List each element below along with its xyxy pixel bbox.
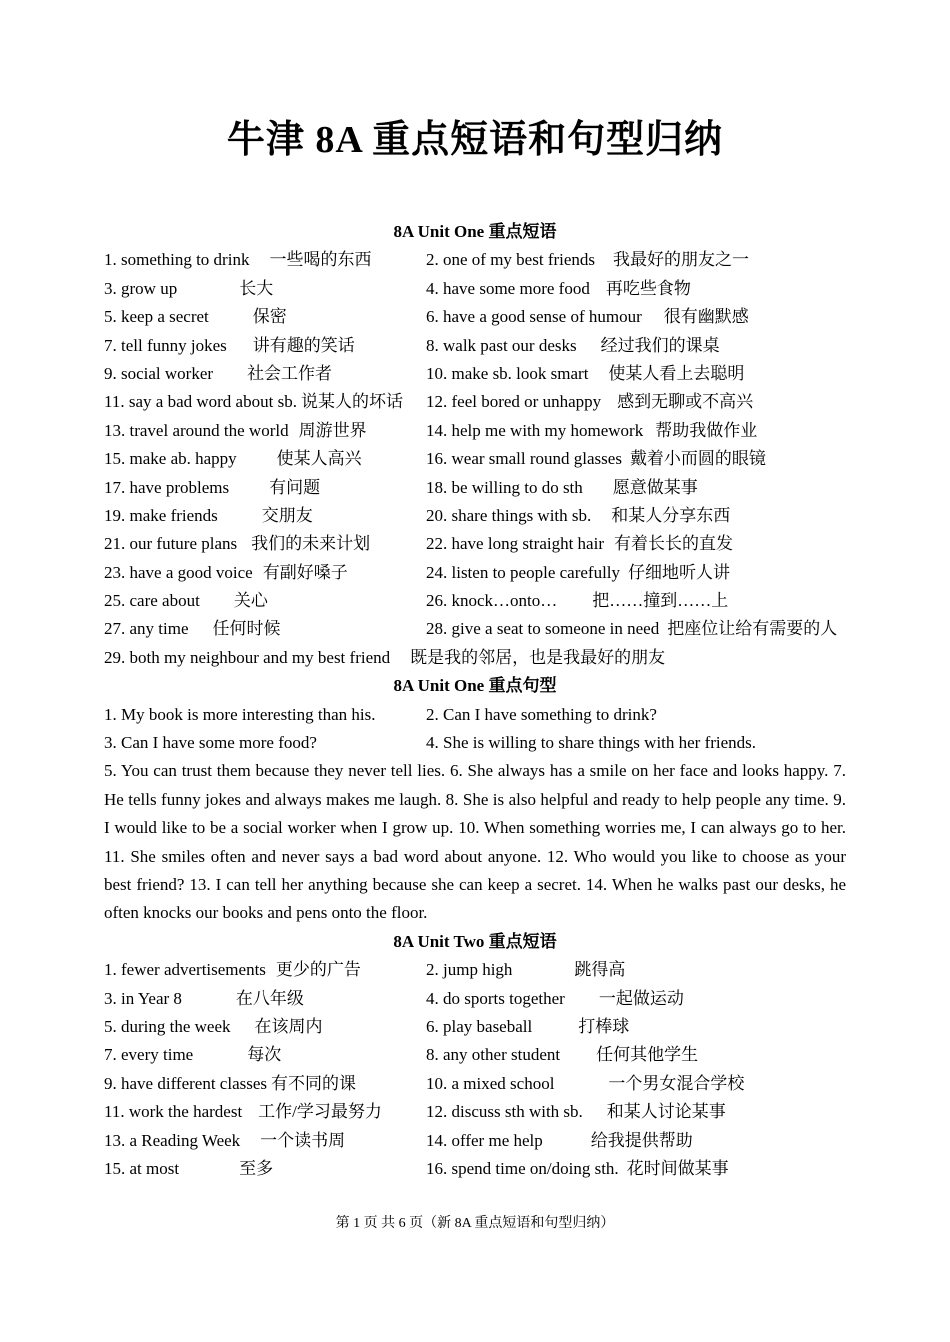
phrase-item — [104, 502, 426, 530]
phrase-item — [104, 1070, 426, 1098]
phrase-item — [104, 388, 426, 416]
phrase-chinese: 交朋友 — [261, 505, 313, 525]
phrase-item — [426, 388, 753, 416]
phrase-row — [104, 332, 846, 360]
phrase-item — [104, 530, 426, 558]
phrase-row — [104, 502, 846, 530]
phrase-english: 24. listen to people carefully — [426, 562, 621, 582]
phrase-english: 18. be willing to do sth — [426, 477, 583, 497]
phrase-english: 11. work the hardest — [104, 1102, 243, 1122]
phrase-chinese: 有问题 — [269, 477, 321, 497]
phrase-chinese: 经过我们的课桌 — [600, 335, 720, 355]
phrase-item — [426, 332, 720, 360]
phrase-row — [104, 701, 846, 729]
phrase-english: 16. spend time on/doing sth. — [426, 1158, 619, 1178]
phrase-chinese: 一个读书周 — [260, 1130, 346, 1150]
phrase-chinese: 既是我的邻居，也是我最好的朋友 — [410, 647, 666, 667]
phrase-chinese: 更少的广告 — [275, 960, 361, 980]
phrase-english: 2. jump high — [426, 960, 513, 980]
phrase-english: 21. our future plans — [104, 534, 238, 554]
phrase-item — [426, 956, 625, 984]
phrase-english: 27. any time — [104, 619, 189, 639]
phrase-row — [104, 1041, 846, 1069]
phrase-item — [426, 530, 733, 558]
phrase-chinese: 保密 — [252, 307, 287, 327]
phrase-row — [104, 360, 846, 388]
phrase-chinese: 周游世界 — [298, 420, 367, 440]
phrase-row — [104, 303, 846, 331]
phrase-english: 1. My book is more interesting than his. — [104, 704, 376, 724]
phrase-row — [104, 275, 846, 303]
phrase-chinese: 我们的未来计划 — [251, 534, 371, 554]
sentence-paragraph: 5. You can trust them because they never tell lies. 6. She always has a smile on her face and looks happy. 7. He tells funny jokes and always makes me laugh. 8. She is also helpful and ready to help people any time. 9. I would like to be a social worker when I grow up. 10. When something worries me, I can always go to her. 11. She smiles often and never says a bad word about anyone. 12. Who would you like to choose as your best friend? 13. I can tell her anything because she can keep a secret. 14. When he walks past our desks, he often knocks our books and pens onto the floor. — [104, 761, 846, 923]
phrase-row — [104, 1070, 846, 1098]
phrase-chinese: 任何其他学生 — [596, 1045, 699, 1065]
phrase-chinese: 一个男女混合学校 — [608, 1073, 745, 1093]
phrase-chinese: 帮助我做作业 — [655, 420, 758, 440]
phrase-item — [104, 360, 426, 388]
phrase-item — [104, 275, 426, 303]
phrase-chinese: 每次 — [247, 1045, 282, 1065]
phrase-item — [104, 644, 665, 672]
phrase-item — [426, 417, 757, 445]
phrase-english: 26. knock…onto… — [426, 591, 558, 611]
phrase-english: 11. say a bad word about sb. — [104, 392, 297, 412]
phrase-item — [104, 1013, 426, 1041]
phrase-chinese: 社会工作者 — [247, 363, 333, 383]
phrase-english: 13. a Reading Week — [104, 1130, 241, 1150]
phrase-english: 6. play baseball — [426, 1017, 533, 1037]
phrase-english: 8. any other student — [426, 1045, 561, 1065]
phrase-english: 8. walk past our desks — [426, 335, 577, 355]
phrase-chinese: 感到无聊或不高兴 — [617, 392, 754, 412]
phrase-item — [104, 729, 426, 757]
phrase-chinese: 打棒球 — [578, 1017, 630, 1037]
phrase-chinese: 说某人的坏话 — [300, 392, 403, 412]
phrase-item — [426, 701, 657, 729]
phrase-english: 16. wear small round glasses — [426, 449, 622, 469]
phrase-english: 7. every time — [104, 1045, 194, 1065]
phrase-english: 3. in Year 8 — [104, 988, 182, 1008]
phrase-chinese: 花时间做某事 — [626, 1158, 729, 1178]
phrase-item — [104, 1041, 426, 1069]
phrase-item — [104, 1155, 426, 1183]
phrase-item — [104, 701, 426, 729]
phrase-item — [426, 1155, 729, 1183]
phrase-chinese: 有副好嗓子 — [262, 562, 348, 582]
phrase-item — [104, 1127, 426, 1155]
phrase-item — [426, 587, 728, 615]
phrase-english: 25. care about — [104, 591, 200, 611]
phrase-chinese: 关心 — [233, 591, 268, 611]
phrase-english: 19. make friends — [104, 505, 218, 525]
phrase-english: 17. have problems — [104, 477, 230, 497]
phrase-chinese: 我最好的朋友之一 — [613, 250, 750, 270]
phrase-item — [426, 559, 730, 587]
phrase-item — [104, 303, 426, 331]
phrase-row — [104, 388, 846, 416]
section-heading: 8A Unit Two 重点短语 — [393, 931, 557, 951]
phrase-english: 14. help me with my homework — [426, 420, 644, 440]
phrase-chinese: 把……撞到……上 — [592, 591, 729, 611]
phrase-item — [104, 332, 426, 360]
phrase-item — [426, 729, 756, 757]
phrase-chinese: 工作/学习最努力 — [258, 1102, 382, 1122]
phrase-item — [426, 360, 744, 388]
phrase-item — [426, 1013, 629, 1041]
phrase-item — [426, 985, 684, 1013]
phrase-chinese: 至多 — [239, 1158, 274, 1178]
page-footer: 第 1 页 共 6 页（新 8A 重点短语和句型归纳） — [335, 1216, 615, 1231]
phrase-row — [104, 1013, 846, 1041]
phrase-english: 10. a mixed school — [426, 1073, 555, 1093]
phrase-chinese: 有不同的课 — [271, 1073, 357, 1093]
phrase-english: 14. offer me help — [426, 1130, 543, 1150]
phrase-chinese: 再吃些食物 — [605, 278, 691, 298]
phrase-item — [104, 417, 426, 445]
phrase-english: 10. make sb. look smart — [426, 363, 589, 383]
phrase-item — [426, 1041, 698, 1069]
phrase-item — [104, 246, 426, 274]
phrase-english: 20. share things with sb. — [426, 505, 592, 525]
phrase-chinese: 很有幽默感 — [663, 307, 749, 327]
phrase-english: 15. make ab. happy — [104, 449, 237, 469]
phrase-english: 23. have a good voice — [104, 562, 253, 582]
phrase-chinese: 和某人分享东西 — [611, 505, 731, 525]
phrase-row — [104, 1127, 846, 1155]
phrase-english: 1. something to drink — [104, 250, 250, 270]
phrase-row — [104, 530, 846, 558]
phrase-english: 7. tell funny jokes — [104, 335, 227, 355]
phrase-english: 2. one of my best friends — [426, 250, 596, 270]
phrase-chinese: 跳得高 — [574, 960, 626, 980]
page-title: 牛津 8A 重点短语和句型归纳 — [226, 119, 724, 161]
phrase-row — [104, 417, 846, 445]
phrase-row — [104, 985, 846, 1013]
phrase-chinese: 和某人讨论某事 — [606, 1102, 726, 1122]
phrase-item — [104, 445, 426, 473]
phrase-item — [104, 474, 426, 502]
phrase-chinese: 长大 — [239, 278, 274, 298]
phrase-item — [426, 445, 766, 473]
phrase-chinese: 愿意做某事 — [612, 477, 698, 497]
phrase-row — [104, 1155, 846, 1183]
phrase-chinese: 在该周内 — [254, 1017, 323, 1037]
phrase-chinese: 讲有趣的笑话 — [252, 335, 355, 355]
phrase-english: 15. at most — [104, 1158, 180, 1178]
phrase-english: 22. have long straight hair — [426, 534, 604, 554]
phrase-row — [104, 729, 846, 757]
phrase-item — [426, 615, 837, 643]
phrase-item — [104, 985, 426, 1013]
phrase-item — [426, 1070, 744, 1098]
phrase-item — [104, 1098, 426, 1126]
phrase-english: 3. Can I have some more food? — [104, 733, 317, 753]
phrase-item — [426, 1098, 726, 1126]
phrase-chinese: 使某人高兴 — [276, 449, 362, 469]
section-heading: 8A Unit One 重点句型 — [393, 676, 557, 696]
phrase-english: 9. have different classes — [104, 1073, 268, 1093]
phrase-chinese: 戴着小而圆的眼镜 — [629, 449, 766, 469]
phrase-chinese: 使某人看上去聪明 — [608, 363, 745, 383]
phrase-english: 28. give a seat to someone in need — [426, 619, 660, 639]
phrase-english: 9. social worker — [104, 363, 214, 383]
phrase-english: 6. have a good sense of humour — [426, 307, 642, 327]
phrase-row — [104, 474, 846, 502]
phrase-row — [104, 587, 846, 615]
section-heading: 8A Unit One 重点短语 — [393, 222, 557, 241]
phrase-item — [426, 303, 749, 331]
phrase-row — [104, 445, 846, 473]
phrase-item — [426, 246, 749, 274]
phrase-chinese: 给我提供帮助 — [590, 1130, 693, 1150]
phrase-item — [426, 502, 730, 530]
phrase-chinese: 一起做运动 — [598, 988, 684, 1008]
phrase-item — [104, 559, 426, 587]
phrase-item — [104, 615, 426, 643]
phrase-english: 4. She is willing to share things with her friends. — [426, 733, 757, 753]
phrase-chinese: 有着长长的直发 — [614, 534, 733, 554]
phrase-chinese: 一些喝的东西 — [269, 250, 372, 270]
phrase-english: 29. both my neighbour and my best friend — [104, 647, 391, 667]
phrase-english: 12. feel bored or unhappy — [426, 392, 602, 412]
phrase-english: 3. grow up — [104, 278, 178, 298]
phrase-english: 2. Can I have something to drink? — [426, 704, 657, 724]
phrase-english: 1. fewer advertisements — [104, 960, 266, 980]
phrase-row — [104, 956, 846, 984]
phrase-chinese: 任何时候 — [212, 619, 281, 639]
phrase-english: 4. do sports together — [426, 988, 565, 1008]
phrase-chinese: 把座位让给有需要的人 — [667, 619, 838, 639]
phrase-item — [426, 275, 691, 303]
phrase-item — [104, 956, 426, 984]
phrase-row — [104, 559, 846, 587]
phrase-english: 4. have some more food — [426, 278, 590, 298]
phrase-item — [426, 474, 698, 502]
phrase-chinese: 仔细地听人讲 — [628, 562, 731, 582]
phrase-row — [104, 1098, 846, 1126]
phrase-english: 5. during the week — [104, 1017, 231, 1037]
phrase-english: 5. keep a secret — [104, 307, 209, 327]
phrase-item — [104, 587, 426, 615]
phrase-item — [426, 1127, 693, 1155]
document-body — [104, 218, 846, 1183]
phrase-row — [104, 615, 846, 643]
phrase-chinese: 在八年级 — [235, 988, 304, 1008]
phrase-row — [104, 246, 846, 274]
phrase-row — [104, 644, 846, 672]
phrase-english: 12. discuss sth with sb. — [426, 1102, 583, 1122]
phrase-english: 13. travel around the world — [104, 420, 289, 440]
